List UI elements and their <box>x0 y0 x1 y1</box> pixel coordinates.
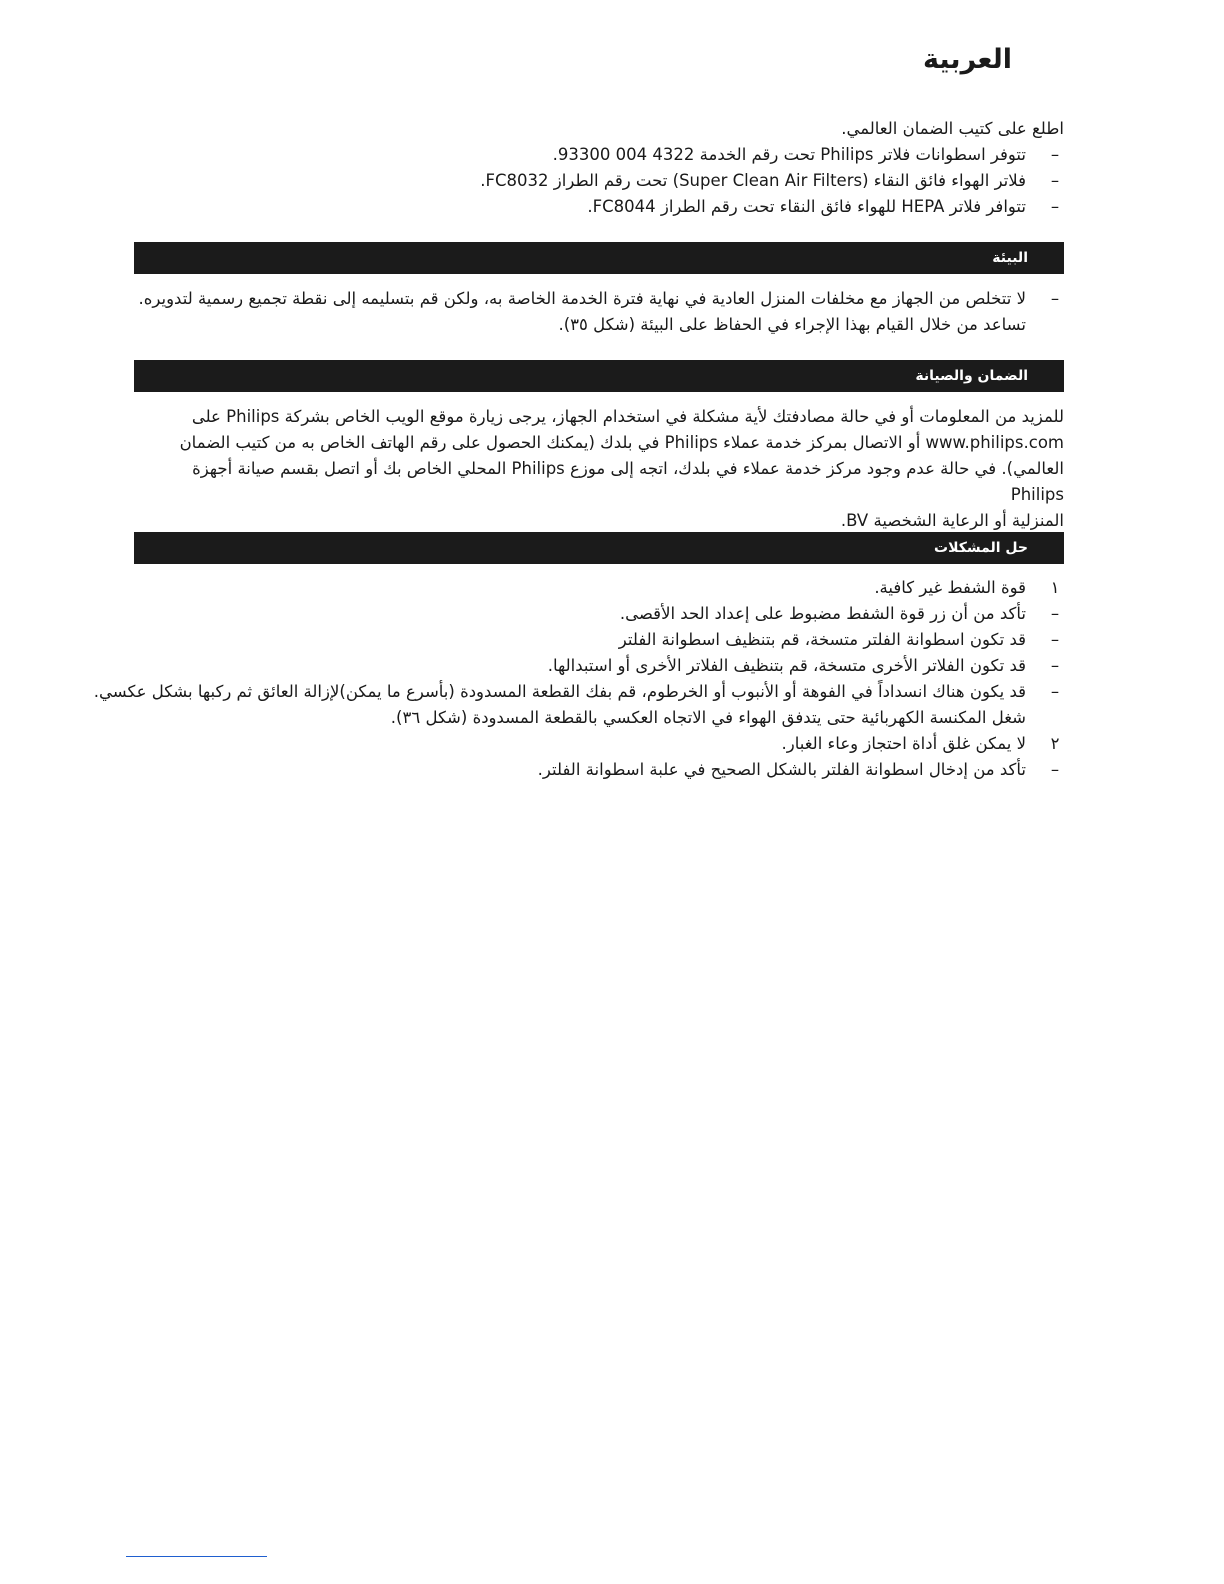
intro-note: اطلع على كتيب الضمان العالمي. <box>841 119 1064 138</box>
paragraph-line: العالمي). في حالة عدم وجود مركز خدمة عملاء في بلدك، اتجه إلى موزع Philips المحلي الخاص بك أو اتصل بقسم صيانة أجهزة Philips <box>192 459 1064 504</box>
footnote-divider <box>126 1556 267 1557</box>
list-item <box>139 286 1065 312</box>
dash-marker: – <box>1050 656 1060 675</box>
problem-text: قوة الشفط غير كافية. <box>874 578 1026 597</box>
dash-marker: – <box>1050 289 1060 308</box>
list-item-continuation <box>94 705 1064 731</box>
list-item <box>94 627 1064 653</box>
guarantee-heading: الضمان والصيانة <box>915 368 1028 384</box>
problem-number: ١ <box>1050 578 1060 597</box>
dash-marker: – <box>1050 630 1060 649</box>
solution-text: قد يكون هناك انسداداً في الفوهة أو الأنبوب أو الخرطوم، قم بفك القطعة المسدودة (بأسرع ما يمكن)لإزالة العائق ثم ركبها بشكل عكسي. <box>93 682 1026 701</box>
solution-text: تأكد من أن زر قوة الشفط مضبوط على إعداد الحد الأقصى. <box>619 604 1026 623</box>
list-item <box>94 757 1064 783</box>
solution-text-continued: شغل المكنسة الكهربائية حتى يتدفق الهواء في الاتجاه العكسي بالقطعة المسدودة (شكل ٣٦). <box>390 708 1026 727</box>
page-title: العربية <box>923 44 1012 75</box>
dash-marker: – <box>1050 171 1060 190</box>
list-item <box>480 142 1064 168</box>
solution-text: قد تكون اسطوانة الفلتر متسخة، قم بتنظيف اسطوانة الفلتر <box>618 630 1026 649</box>
dash-marker: – <box>1050 760 1060 779</box>
dash-marker: – <box>1050 682 1060 701</box>
disposal-text-continued: تساعد من خلال القيام بهذا الإجراء في الحفاظ على البيئة (شكل ٣٥). <box>558 315 1026 334</box>
environment-heading-bar <box>134 242 1064 274</box>
list-item <box>94 653 1064 679</box>
list-item <box>94 601 1064 627</box>
list-item <box>480 168 1064 194</box>
solution-text: تأكد من إدخال اسطوانة الفلتر بالشكل الصحيح في علبة اسطوانة الفلتر. <box>537 760 1026 779</box>
list-item <box>94 679 1064 705</box>
dash-marker: – <box>1050 145 1060 164</box>
paragraph-line: المنزلية أو الرعاية الشخصية BV. <box>840 511 1064 530</box>
troubleshooting-section <box>94 575 1064 783</box>
hepa-filter-item: تتوافر فلاتر HEPA للهواء فائق النقاء تحت رقم الطراز FC8044. <box>587 197 1026 216</box>
dash-marker: – <box>1050 197 1060 216</box>
filter-cartridge-item: تتوفر اسطوانات فلاتر Philips تحت رقم الخدمة 4322 004 93300. <box>552 145 1026 164</box>
environment-section <box>139 286 1065 338</box>
troubleshooting-heading-bar <box>134 532 1064 564</box>
paragraph-line: www.philips.com أو الاتصال بمركز خدمة عملاء Philips في بلدك (يمكنك الحصول على رقم الهاتف الخاص به من كتيب الضمان <box>179 433 1064 452</box>
solution-text: قد تكون الفلاتر الأخرى متسخة، قم بتنظيف الفلاتر الأخرى أو استبدالها. <box>547 656 1026 675</box>
guarantee-heading-bar <box>134 360 1064 392</box>
troubleshooting-heading: حل المشكلات <box>934 540 1028 556</box>
paragraph-line: للمزيد من المعلومات أو في حالة مصادفتك لأية مشكلة في استخدام الجهاز، يرجى زيارة موقع الويب الخاص بشركة Philips على <box>191 407 1064 426</box>
list-item-continuation <box>139 312 1065 338</box>
super-clean-filter-item: فلاتر الهواء فائق النقاء (Super Clean Air Filters) تحت رقم الطراز FC8032. <box>480 171 1026 190</box>
list-item <box>480 194 1064 220</box>
guarantee-paragraph <box>134 404 1064 534</box>
disposal-text: لا تتخلص من الجهاز مع مخلفات المنزل العادية في نهاية فترة الخدمة الخاصة به، ولكن قم بتسليمه إلى نقطة تجميع رسمية لتدويره. <box>138 289 1026 308</box>
dash-marker: – <box>1050 604 1060 623</box>
environment-heading: البيئة <box>992 250 1028 266</box>
problem-item <box>94 575 1064 601</box>
problem-number: ٢ <box>1050 734 1060 753</box>
problem-item <box>94 731 1064 757</box>
problem-text: لا يمكن غلق أداة احتجاز وعاء الغبار. <box>781 734 1026 753</box>
intro-section <box>480 116 1064 220</box>
